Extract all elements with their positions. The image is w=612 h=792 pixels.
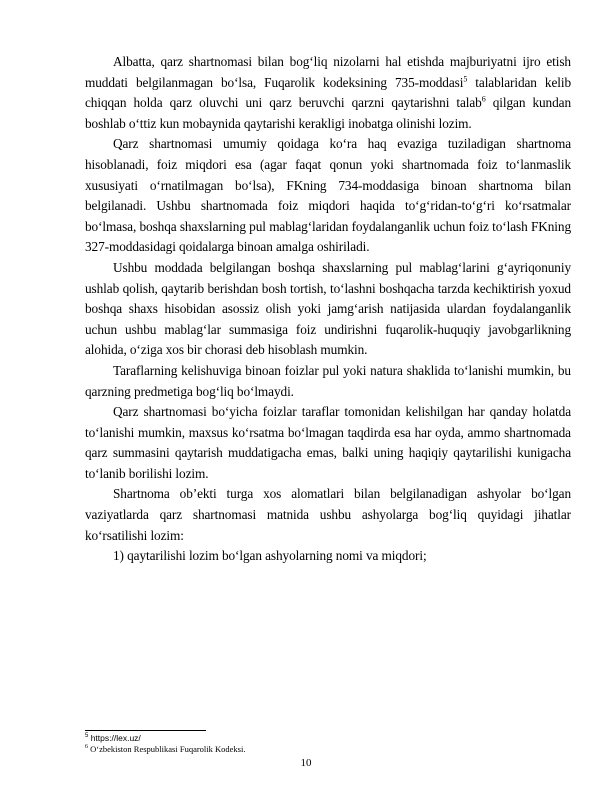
footnote-separator: [85, 730, 206, 731]
page-number: 10: [300, 757, 312, 769]
footnote-6-text: O‘zbekiston Respublikasi Fuqarolik Kodeksi.: [88, 743, 246, 754]
paragraph-1-text-mid: talablaridan kelib chiqqan holda qarz oluvchi uni qarz beruvchi qarzni qaytarishni talab: [85, 74, 572, 111]
paragraph-1-text-end: qilgan kundan boshlab o‘ttiz kun mobaynida qaytarishi kerakligi inobatga olinishi lozim.: [85, 95, 571, 131]
footnote-ref-5[interactable]: 5: [463, 74, 468, 84]
footnote-5-link[interactable]: https://lex.uz/: [88, 733, 141, 743]
footnote-6-number: 6: [85, 743, 88, 750]
footnotes: [85, 733, 571, 754]
footnote-6: [85, 744, 571, 755]
footnote-5: [85, 733, 571, 744]
body-text: [85, 52, 571, 567]
paragraph-4: Taraflarning kelishuviga binoan foizlar pul yoki natura shaklida to‘lanishi mumkin, bu qarzning predmetiga bog‘liq bo‘lmaydi.: [85, 362, 571, 399]
paragraph-5: Qarz shartnomasi bo‘yicha foizlar taraflar tomonidan kelishilgan har qanday holatda to‘lanishi mumkin, maxsus ko‘rsatma bo‘lmagan taqdirda esa har oyda, ammo shartnomada qarz summasini qaytarish muddatigacha emas, balki uning haqiqiy qaytarilishi kunigacha to‘lanib borilishi lozim.: [85, 404, 571, 481]
paragraph-6: Shartnoma ob’ekti turga xos alomatlari bilan belgilanadigan ashyolar bo‘lgan vaziyatlarda qarz shartnomasi matnida ushbu ashyolarga bog‘liq quyidagi jihatlar ko‘rsatilishi lozim:: [85, 486, 571, 543]
paragraph-2: Qarz shartnomasi umumiy qoidaga ko‘ra haq evaziga tuziladigan shartnoma hisoblanadi, foiz miqdori esa (agar faqat qonun yoki shartnomada foiz to‘lanmaslik xususiyati o‘rnatilmagan bo‘lsa), FKning 734-moddasiga binoan shartnoma bilan belgilanadi. Ushbu shartnomada foiz miqdori haqida to‘g‘ridan-to‘g‘ri ko‘rsatmalar bo‘lmasa, boshqa shaxslarning pul mablag‘laridan foydalanganlik uchun foiz to‘lash FKning 327-moddasidagi qoidalarga binoan amalga oshiriladi.: [85, 136, 571, 255]
footnote-5-number: 5: [85, 733, 89, 740]
paragraph-1-text-start: Albatta, qarz shartnomasi bilan bog‘liq nizolarni hal etishda majburiyatni ijro etish muddati belgilanmagan bo‘lsa, Fuqarolik kodeksining 735-moddasi: [85, 54, 571, 90]
list-item-1: 1) qaytarilishi lozim bo‘lgan ashyolarning nomi va miqdori;: [113, 548, 427, 564]
paragraph-3: Ushbu moddada belgilangan boshqa shaxslarning pul mablag‘larini g‘ayriqonuniy ushlab qolish, qaytarib berishdan bosh tortish, to‘lashni boshqacha tarzda kechiktirish yoxud boshqa shaxs hisobidan asossiz olish yoki jamg‘arish natijasida ulardan foydalanganlik uchun ushbu mablag‘lar summasiga foiz undirishni fuqarolik-huquqiy javobgarlikning alohida, o‘ziga xos bir chorasi deb hisoblash mumkin.: [85, 259, 571, 358]
footnote-ref-6[interactable]: 6: [481, 94, 486, 104]
paragraph-1: [85, 52, 571, 134]
